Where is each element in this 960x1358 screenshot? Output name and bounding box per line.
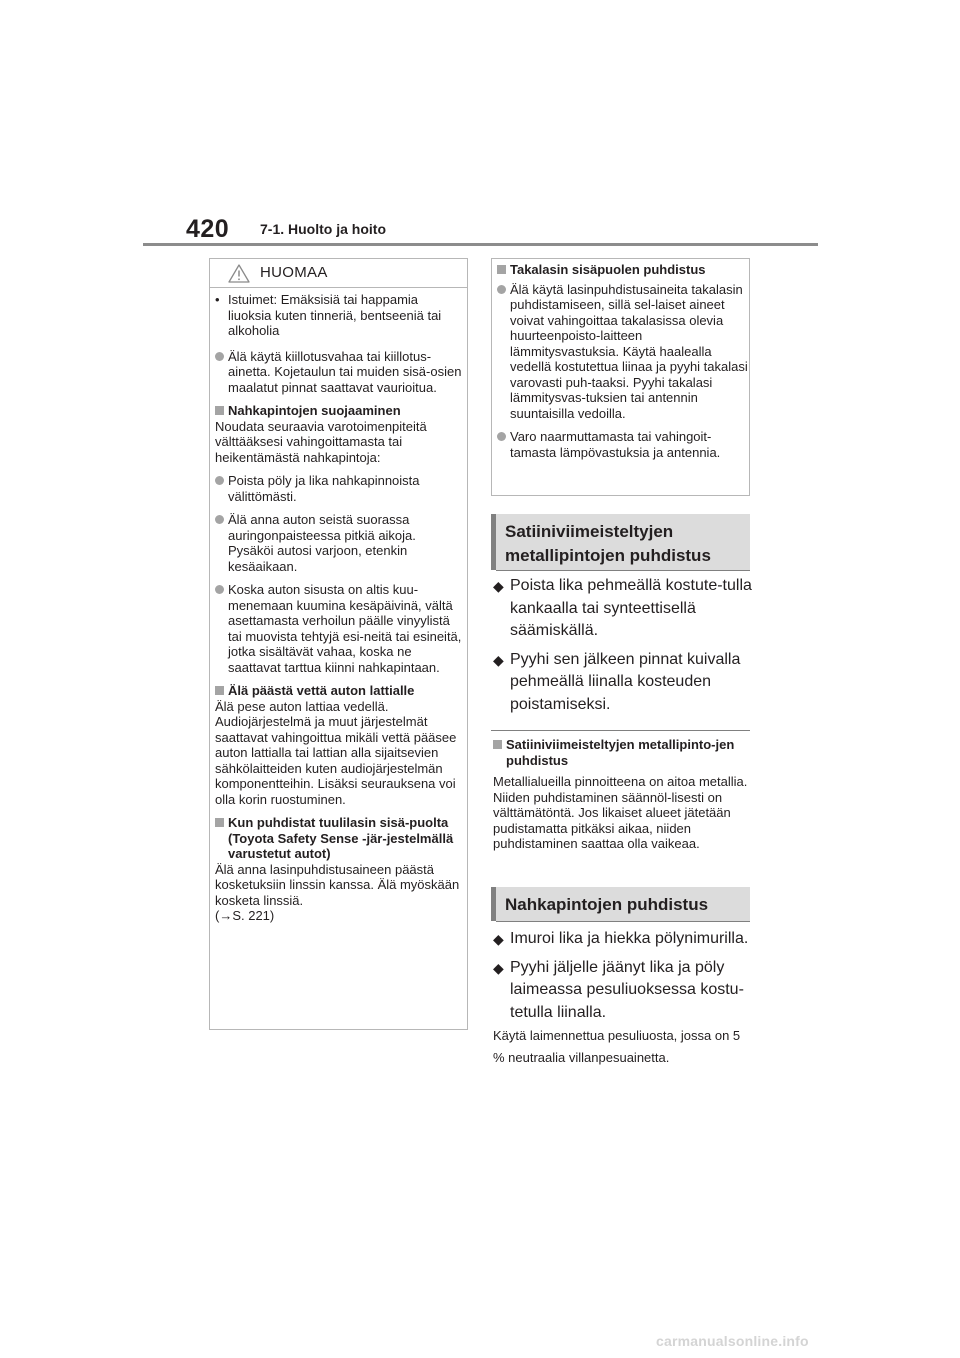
diamond-bullet-icon: ◆ — [493, 578, 504, 594]
caution-item-text: Älä käytä kiillotusvahaa tai kiillotus-ainetta. Kojetaulun tai muiden sisä-osien maalatut pinnat saattavat vaurioitua. — [228, 348, 462, 395]
list-dot-icon: • — [215, 292, 220, 307]
step-item: ◆ Imuroi lika ja hiekka pölynimurilla. — [493, 928, 758, 951]
list-item: Älä anna auton seistä suorassa auringonpaisteessa pitkiä aikoja. Pysäköi autosi varjoon, etenkin kesäaikaan. — [215, 512, 463, 574]
list-item: Älä käytä lasinpuhdistusaineita takalasin puhdistamiseen, sillä sel-laiset aineet voivat vahingoittaa takalasissa olevia huurteenpoisto-laitteen lämmitysvastuksia. Käytä haalealla vedellä kostutettua liinaa ja pyyhi takalasi varovasti puh-taaksi. Pyyhi takalasi lämmitysvas-tuksien tai antennin suuntaisilla vedoilla. — [497, 282, 750, 422]
note-divider — [491, 730, 750, 731]
heading-underline — [496, 921, 750, 922]
subsection-title: Älä päästä vettä auton lattialle — [215, 683, 463, 699]
detergent-note: Käytä laimennettua pesuliuosta, jossa on 5 % neutraalia villanpesuainetta. — [493, 1028, 741, 1065]
bullet-circle-icon — [215, 352, 224, 361]
section-heading: Nahkapintojen puhdistus — [491, 887, 750, 921]
subsection-title: Nahkapintojen suojaaminen — [215, 403, 463, 419]
warning-triangle-icon — [228, 264, 250, 288]
bullet-circle-icon — [215, 476, 224, 485]
note-block — [493, 737, 750, 860]
caution-intro-text: Istuimet: Emäksisiä tai happamia liuoksia kuten tinneriä, bentseeniä tai alkoholia — [228, 292, 442, 338]
rear-window-content — [497, 262, 750, 468]
section-title: 7-1. Huolto ja hoito — [260, 221, 386, 237]
square-bullet-icon — [215, 406, 224, 415]
step-item: ◆ Pyyhi sen jälkeen pinnat kuivalla pehmeällä liinalla kosteuden poistamiseksi. — [493, 650, 741, 713]
caution-intro-item — [215, 292, 463, 339]
bullet-circle-icon — [497, 432, 506, 441]
header-divider — [143, 243, 818, 246]
bullet-circle-icon — [497, 285, 506, 294]
caution-divider — [210, 287, 467, 288]
square-bullet-icon — [215, 686, 224, 695]
list-item: Varo naarmuttamasta tai vahingoit-tamasta lämpövastuksia ja antennia. — [497, 429, 750, 460]
subsection-text: Älä pese auton lattiaa vedellä. Audiojärjestelmä ja muut järjestelmät saattavat vahingoittua mikäli vettä pääsee auton lattialla tai lattian alla sijaitsevien sähkölaitteiden kuten audiojärjestelmän komponentteihin. Lisäksi seurauksena voi olla korin ruostuminen. — [215, 698, 457, 807]
diamond-bullet-icon: ◆ — [493, 651, 504, 668]
list-item: Koska auton sisusta on altis kuu-menemaan kuumina kesäpäivinä, vältä asettamasta verhoilun päälle vinyylistä tai muovista tehtyjä esi-neitä tai esineitä, jotka sisältävät vahaa, koska ne saattavat tarttua kiinni nahkapintaan. — [215, 582, 463, 675]
subsection-title: Kun puhdistat tuulilasin sisä-puolta (Toyota Safety Sense -jär-jestelmällä varustetut autot) — [215, 815, 463, 862]
watermark: carmanualsonline.info — [656, 1333, 809, 1349]
square-bullet-icon — [493, 740, 502, 749]
square-bullet-icon — [215, 818, 224, 827]
bullet-circle-icon — [215, 515, 224, 524]
page-number: 420 — [186, 215, 230, 243]
steps-list — [493, 928, 758, 1030]
list-item: Poista pöly ja lika nahkapinnoista välittömästi. — [215, 473, 463, 504]
caution-title: HUOMAA — [260, 264, 328, 281]
square-bullet-icon — [497, 265, 506, 274]
note-text: Metallialueilla pinnoitteena on aitoa metallia. Niiden puhdistaminen säännöl-lisesti on välttämätöntä. Jos likaiset alueet jätetään pudistamatta pitkäksi aikaa, niiden puhdistaminen saattaa olla vaikeaa. — [493, 774, 748, 851]
heading-underline — [496, 570, 750, 571]
step-item: ◆ Pyyhi jäljelle jäänyt lika ja pöly laimeassa pesuliuoksessa kostu-tetulla liinalla. — [493, 958, 744, 1021]
diamond-bullet-icon: ◆ — [493, 959, 504, 976]
diamond-bullet-icon: ◆ — [493, 931, 504, 947]
subsection-title: Takalasin sisäpuolen puhdistus — [497, 262, 750, 278]
subsection-text: Noudata seuraavia varotoimenpiteitä välttääksesi vahingoittamasta tai heikentämästä nahkapintoja: — [215, 418, 427, 465]
step-item: ◆ Poista lika pehmeällä kostute-tulla kankaalla tai synteettisellä säämiskällä. — [493, 577, 752, 639]
subsection-text: Älä anna lasinpuhdistusaineen päästä kosketuksiin linssin kanssa. Älä myöskään kosketa linssiä. — [215, 861, 460, 908]
note-title: Satiiniviimeisteltyjen metallipinto-jen puhdistus — [493, 737, 750, 768]
caution-item — [215, 349, 463, 396]
page-reference-link[interactable]: (→S. 221) — [215, 908, 275, 923]
caution-header — [210, 259, 467, 287]
bullet-circle-icon — [215, 585, 224, 594]
caution-content — [215, 292, 463, 932]
section-heading: Satiiniviimeisteltyjen metallipintojen puhdistus — [491, 514, 750, 570]
steps-list — [493, 575, 758, 722]
